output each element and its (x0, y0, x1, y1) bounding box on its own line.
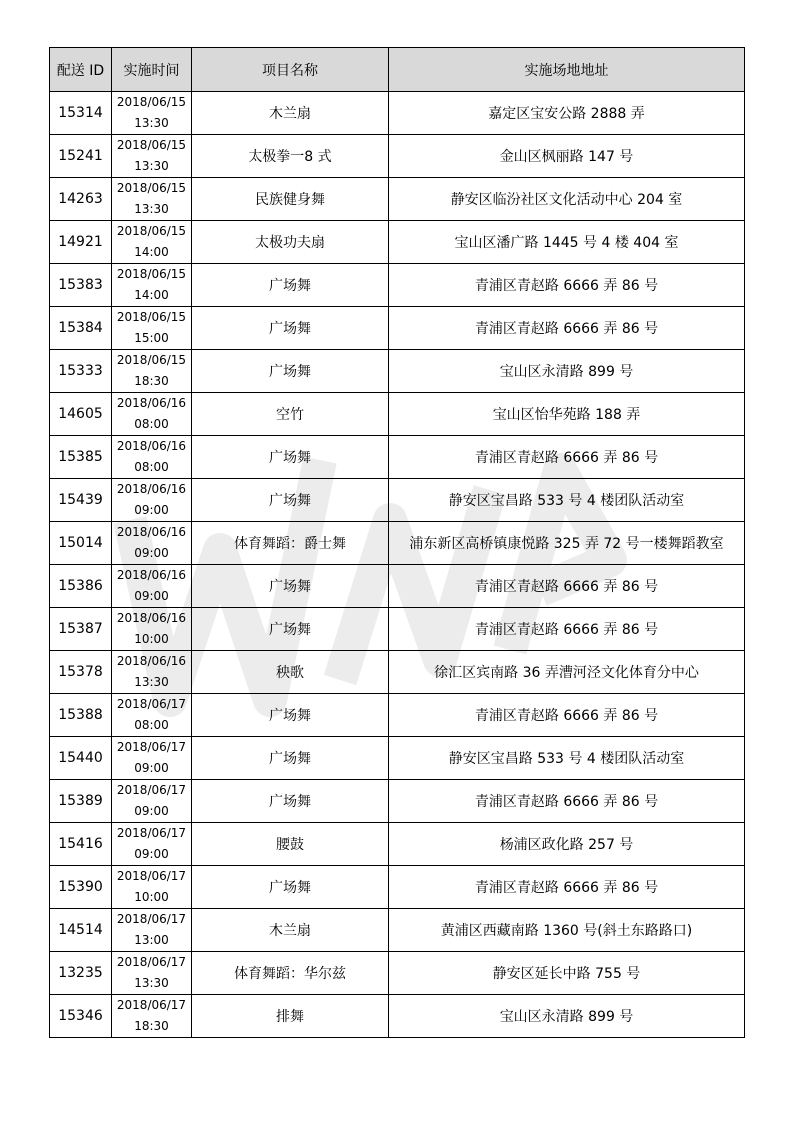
cell-project: 太极功夫扇 (192, 221, 389, 264)
header-row (50, 48, 745, 92)
cell-id: 14605 (50, 393, 112, 436)
cell-project: 排舞 (192, 995, 389, 1038)
cell-date-text: 2018/06/16 (116, 525, 187, 539)
cell-id: 14921 (50, 221, 112, 264)
cell-address: 青浦区青赵路 6666 弄 86 号 (389, 307, 745, 350)
cell-date-text: 2018/06/15 (116, 224, 187, 238)
cell-id: 15314 (50, 92, 112, 135)
cell-date-text: 2018/06/16 (116, 568, 187, 582)
cell-date-text: 2018/06/15 (116, 95, 187, 109)
cell-clock-text: 09:00 (134, 589, 169, 603)
cell-id: 15014 (50, 522, 112, 565)
cell-clock-text: 13:30 (134, 976, 169, 990)
cell-id: 15439 (50, 479, 112, 522)
cell-time (112, 221, 192, 264)
cell-clock-text: 14:00 (134, 288, 169, 302)
cell-project: 广场舞 (192, 780, 389, 823)
cell-address: 徐汇区宾南路 36 弄漕河泾文化体育分中心 (389, 651, 745, 694)
cell-time (112, 436, 192, 479)
cell-time (112, 264, 192, 307)
cell-clock-text: 09:00 (134, 546, 169, 560)
cell-date-text: 2018/06/17 (116, 869, 187, 883)
cell-time (112, 780, 192, 823)
cell-id: 15388 (50, 694, 112, 737)
cell-project: 体育舞蹈：爵士舞 (192, 522, 389, 565)
cell-project: 木兰扇 (192, 909, 389, 952)
cell-address: 静安区临汾社区文化活动中心 204 室 (389, 178, 745, 221)
cell-address: 宝山区怡华苑路 188 弄 (389, 393, 745, 436)
header-project: 项目名称 (192, 48, 389, 92)
cell-date-text: 2018/06/15 (116, 138, 187, 152)
cell-id: 15346 (50, 995, 112, 1038)
cell-id: 15389 (50, 780, 112, 823)
cell-time (112, 995, 192, 1038)
table-row (50, 264, 745, 307)
cell-clock-text: 09:00 (134, 761, 169, 775)
cell-id: 15385 (50, 436, 112, 479)
cell-time (112, 92, 192, 135)
cell-date-text: 2018/06/15 (116, 353, 187, 367)
header-id: 配送 ID (50, 48, 112, 92)
cell-project: 广场舞 (192, 608, 389, 651)
cell-address: 青浦区青赵路 6666 弄 86 号 (389, 608, 745, 651)
cell-project: 广场舞 (192, 350, 389, 393)
cell-date-text: 2018/06/17 (116, 955, 187, 969)
cell-id: 15440 (50, 737, 112, 780)
cell-project: 广场舞 (192, 436, 389, 479)
cell-time (112, 178, 192, 221)
table-row (50, 221, 745, 264)
cell-time (112, 909, 192, 952)
table-row (50, 479, 745, 522)
cell-project: 广场舞 (192, 479, 389, 522)
cell-date-text: 2018/06/16 (116, 396, 187, 410)
cell-id: 14263 (50, 178, 112, 221)
cell-clock-text: 18:30 (134, 1019, 169, 1033)
table-row (50, 92, 745, 135)
cell-date-text: 2018/06/17 (116, 998, 187, 1012)
table-row (50, 565, 745, 608)
cell-project: 广场舞 (192, 737, 389, 780)
cell-time (112, 694, 192, 737)
table-row (50, 608, 745, 651)
cell-clock-text: 14:00 (134, 245, 169, 259)
cell-id: 15383 (50, 264, 112, 307)
cell-time (112, 522, 192, 565)
cell-time (112, 952, 192, 995)
table-row (50, 393, 745, 436)
cell-time (112, 565, 192, 608)
cell-date-text: 2018/06/17 (116, 783, 187, 797)
cell-project: 广场舞 (192, 866, 389, 909)
cell-address: 浦东新区高桥镇康悦路 325 弄 72 号一楼舞蹈教室 (389, 522, 745, 565)
cell-id: 15378 (50, 651, 112, 694)
cell-time (112, 135, 192, 178)
cell-address: 宝山区永清路 899 号 (389, 350, 745, 393)
cell-clock-text: 13:30 (134, 116, 169, 130)
cell-clock-text: 13:30 (134, 159, 169, 173)
table-row (50, 737, 745, 780)
cell-project: 太极拳一8 式 (192, 135, 389, 178)
cell-time (112, 307, 192, 350)
cell-date-text: 2018/06/16 (116, 482, 187, 496)
cell-project: 秧歌 (192, 651, 389, 694)
cell-date-text: 2018/06/17 (116, 912, 187, 926)
cell-id: 15386 (50, 565, 112, 608)
cell-address: 杨浦区政化路 257 号 (389, 823, 745, 866)
cell-time (112, 651, 192, 694)
cell-id: 15333 (50, 350, 112, 393)
cell-address: 青浦区青赵路 6666 弄 86 号 (389, 866, 745, 909)
table-row (50, 823, 745, 866)
cell-address: 宝山区永清路 899 号 (389, 995, 745, 1038)
table-row (50, 522, 745, 565)
cell-date-text: 2018/06/15 (116, 310, 187, 324)
cell-project: 广场舞 (192, 694, 389, 737)
cell-time (112, 479, 192, 522)
cell-address: 青浦区青赵路 6666 弄 86 号 (389, 694, 745, 737)
table-row (50, 952, 745, 995)
cell-id: 15387 (50, 608, 112, 651)
table-row (50, 694, 745, 737)
cell-address: 静安区延长中路 755 号 (389, 952, 745, 995)
cell-clock-text: 09:00 (134, 503, 169, 517)
cell-date-text: 2018/06/16 (116, 654, 187, 668)
cell-id: 15390 (50, 866, 112, 909)
cell-date-text: 2018/06/15 (116, 181, 187, 195)
cell-clock-text: 10:00 (134, 890, 169, 904)
cell-time (112, 866, 192, 909)
cell-time (112, 393, 192, 436)
table-row (50, 307, 745, 350)
cell-date-text: 2018/06/17 (116, 826, 187, 840)
cell-id: 13235 (50, 952, 112, 995)
table-row (50, 350, 745, 393)
cell-address: 宝山区潘广路 1445 号 4 楼 404 室 (389, 221, 745, 264)
table-row (50, 866, 745, 909)
cell-date-text: 2018/06/16 (116, 439, 187, 453)
cell-clock-text: 08:00 (134, 460, 169, 474)
cell-address: 静安区宝昌路 533 号 4 楼团队活动室 (389, 737, 745, 780)
table-row (50, 651, 745, 694)
cell-address: 静安区宝昌路 533 号 4 楼团队活动室 (389, 479, 745, 522)
cell-project: 民族健身舞 (192, 178, 389, 221)
cell-address: 青浦区青赵路 6666 弄 86 号 (389, 565, 745, 608)
cell-clock-text: 13:00 (134, 933, 169, 947)
cell-project: 木兰扇 (192, 92, 389, 135)
cell-address: 黄浦区西藏南路 1360 号(斜土东路路口) (389, 909, 745, 952)
cell-clock-text: 18:30 (134, 374, 169, 388)
cell-clock-text: 13:30 (134, 675, 169, 689)
cell-address: 金山区枫丽路 147 号 (389, 135, 745, 178)
cell-clock-text: 08:00 (134, 718, 169, 732)
cell-clock-text: 09:00 (134, 804, 169, 818)
schedule-sheet (49, 47, 745, 1038)
cell-date-text: 2018/06/17 (116, 740, 187, 754)
table-row (50, 178, 745, 221)
cell-id: 15241 (50, 135, 112, 178)
table-row (50, 995, 745, 1038)
cell-project: 腰鼓 (192, 823, 389, 866)
cell-time (112, 608, 192, 651)
cell-date-text: 2018/06/16 (116, 611, 187, 625)
cell-project: 广场舞 (192, 565, 389, 608)
cell-clock-text: 15:00 (134, 331, 169, 345)
schedule-table (49, 47, 745, 1038)
cell-project: 广场舞 (192, 307, 389, 350)
cell-project: 空竹 (192, 393, 389, 436)
cell-address: 嘉定区宝安公路 2888 弄 (389, 92, 745, 135)
cell-address: 青浦区青赵路 6666 弄 86 号 (389, 264, 745, 307)
header-time: 实施时间 (112, 48, 192, 92)
cell-project: 体育舞蹈：华尔兹 (192, 952, 389, 995)
cell-time (112, 823, 192, 866)
table-row (50, 436, 745, 479)
cell-clock-text: 10:00 (134, 632, 169, 646)
table-row (50, 909, 745, 952)
cell-clock-text: 13:30 (134, 202, 169, 216)
cell-project: 广场舞 (192, 264, 389, 307)
cell-address: 青浦区青赵路 6666 弄 86 号 (389, 780, 745, 823)
cell-time (112, 350, 192, 393)
cell-time (112, 737, 192, 780)
cell-address: 青浦区青赵路 6666 弄 86 号 (389, 436, 745, 479)
cell-clock-text: 08:00 (134, 417, 169, 431)
header-address: 实施场地地址 (389, 48, 745, 92)
table-row (50, 780, 745, 823)
cell-id: 14514 (50, 909, 112, 952)
cell-date-text: 2018/06/15 (116, 267, 187, 281)
cell-clock-text: 09:00 (134, 847, 169, 861)
cell-date-text: 2018/06/17 (116, 697, 187, 711)
cell-id: 15384 (50, 307, 112, 350)
table-row (50, 135, 745, 178)
cell-id: 15416 (50, 823, 112, 866)
